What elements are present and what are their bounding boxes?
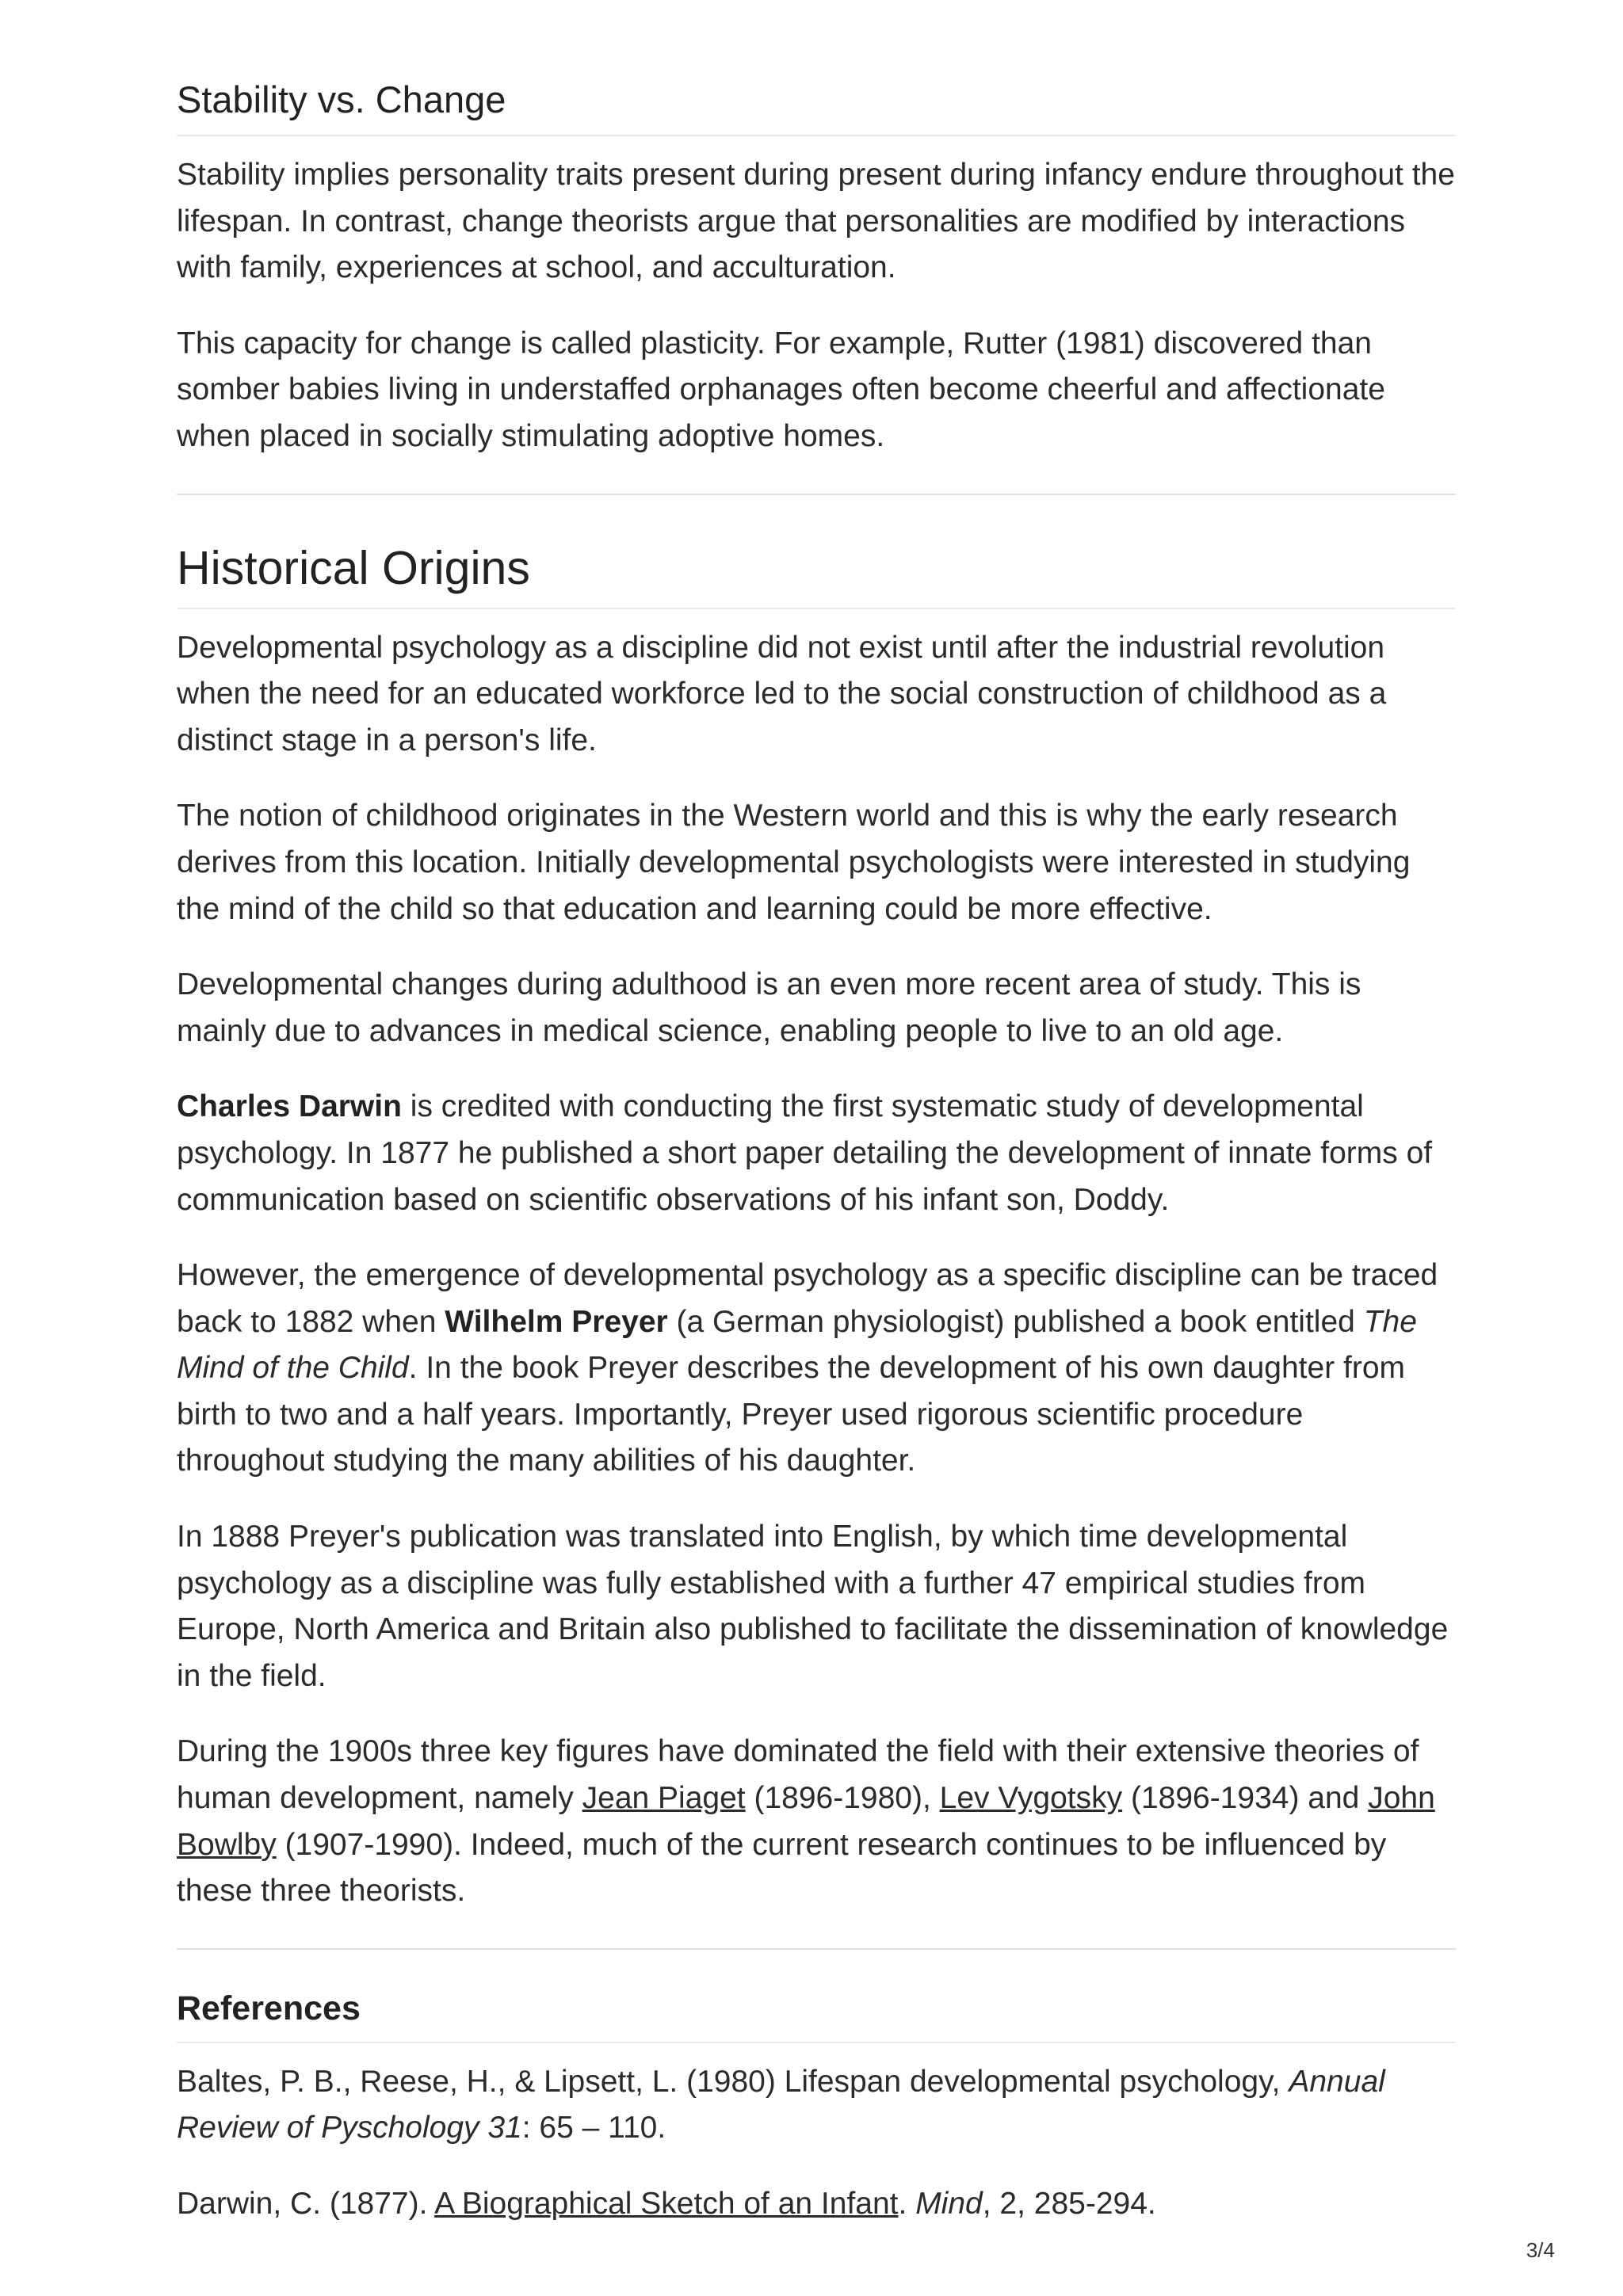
paragraph-text: is credited with conducting the first systematic study of developmental psychology. In 1877 he published a short paper detailing the development of innate forms of communication based on scientific observations of his infant son, Doddy. [177,1089,1433,1217]
reference-darwin [177,2181,1456,2228]
reference-text: . [898,2187,916,2221]
paragraph-text: (a German physiologist) published a book entitled [667,1304,1364,1339]
historical-paragraph-7 [177,1729,1456,1914]
reference-text: , 2, 285-294. [982,2187,1156,2221]
journal-title: Mind [915,2187,983,2221]
jean-piaget-link[interactable]: Jean Piaget [582,1781,746,1816]
paragraph-text: During the 1900s three key figures have dominated the field with their extensive theories of human development, namely [177,1734,1419,1816]
historical-paragraph-2: The notion of childhood originates in the Western world and this is why the early research derives from this location. Initially developmental psychologists were interested in studying the mind of the child so that education and learning could be more effective. [177,799,1411,926]
reference-text: Baltes, P. B., Reese, H., & Lipsett, L. (1980) Lifespan developmental psychology, [177,2064,1289,2099]
reference-text: : 65 – 110. [521,2111,666,2145]
paragraph-text: (1907-1990). Indeed, much of the current research continues to be influenced by these three theorists. [177,1827,1387,1909]
historical-paragraph-6: In 1888 Preyer's publication was translated into English, by which time developmental psychology as a discipline was fully established with a further 47 empirical studies from Europe, North America and Britain also published to facilitate the dissemination of knowledge in the field. [177,1520,1449,1693]
john-bowlby-link[interactable]: John Bowlby [177,1781,1435,1862]
historical-paragraph-1: Developmental psychology as a discipline did not exist until after the industrial revolution when the need for an educated workforce led to the social construction of childhood as a distinct stage in a person's life. [177,630,1387,757]
article-page [177,0,1456,2228]
stability-paragraph-1: Stability implies personality traits present during present during infancy endure throughout the lifespan. In contrast, change theorists argue that personalities are modified by interactions with family, experiences at school, and acculturation. [177,158,1455,285]
historical-paragraph-3: Developmental changes during adulthood is an even more recent area of study. This is mainly due to advances in medical science, enabling people to live to an old age. [177,967,1361,1048]
references-heading: References [177,1950,1456,2043]
stability-heading: Stability vs. Change [177,0,1456,136]
wilhelm-preyer-name: Wilhelm Preyer [445,1304,668,1339]
paragraph-text: . In the book Preyer describes the development of his own daughter from birth to two and a half years. Importantly, Preyer used rigorous scientific procedure throughout studying the many abilities of his daughter. [177,1351,1406,1478]
lev-vygotsky-link[interactable]: Lev Vygotsky [939,1781,1123,1816]
page-number: 3/4 [1526,2238,1555,2262]
book-title: The Mind of the Child [177,1304,1417,1386]
paragraph-text: (1896-1980), [745,1781,940,1816]
paragraph-text: (1896-1934) and [1122,1781,1369,1816]
paragraph-text: However, the emergence of developmental psychology as a specific discipline can be traced back to 1882 when [177,1258,1438,1339]
reference-baltes [177,2059,1456,2152]
journal-title: Annual Review of Pyschology 31 [177,2064,1385,2145]
biographical-sketch-link[interactable]: A Biographical Sketch of an Infant [434,2187,899,2221]
charles-darwin-name: Charles Darwin [177,1089,402,1124]
reference-text: Darwin, C. (1877). [177,2187,435,2221]
historical-origins-heading: Historical Origins [177,495,1456,609]
historical-paragraph-4 [177,1084,1456,1223]
stability-paragraph-2: This capacity for change is called plasticity. For example, Rutter (1981) discovered than somber babies living in understaffed orphanages often become cheerful and affectionate when placed in socially stimulating adoptive homes. [177,326,1385,453]
historical-paragraph-5 [177,1253,1456,1485]
